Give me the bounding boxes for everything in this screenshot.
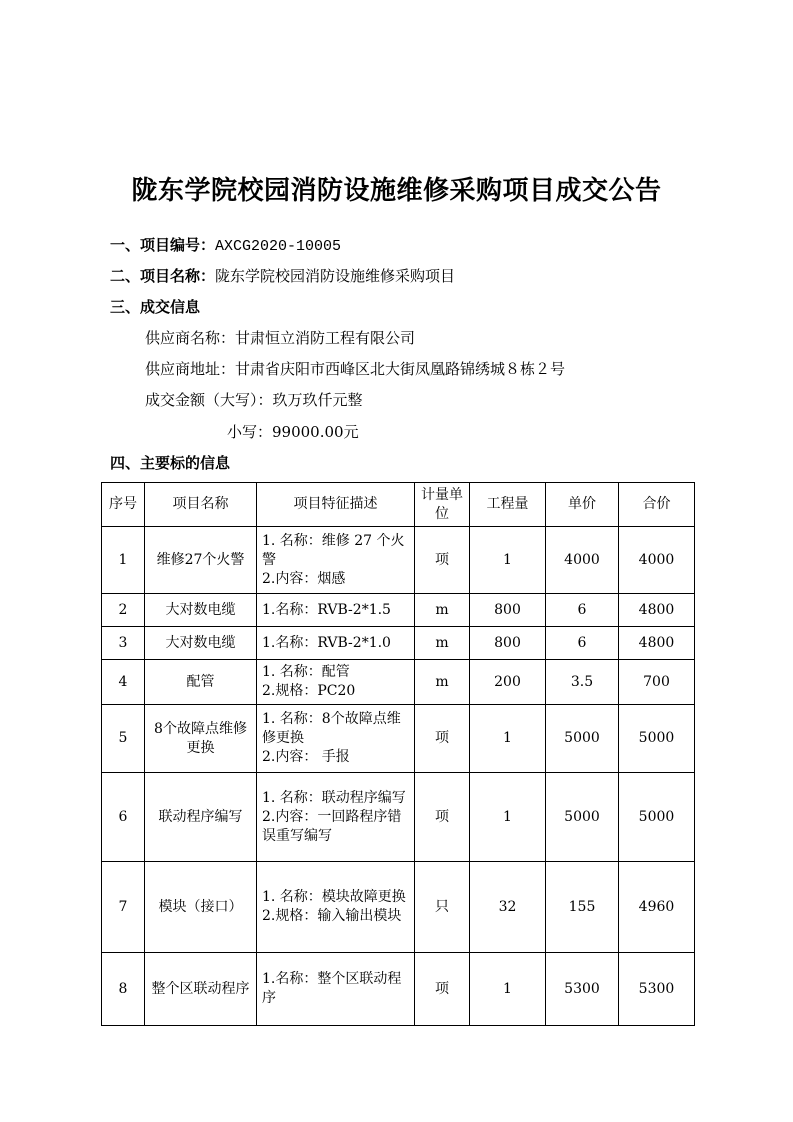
cell-price: 5300 [546,953,619,1026]
desc-line: 1.名称：RVB-2*1.0 [262,634,391,651]
cell-seq: 6 [102,773,145,862]
cell-desc [257,627,415,660]
cell-unit: 项 [415,773,470,862]
cell-seq: 2 [102,594,145,627]
desc-line: 2.规格：PC20 [262,683,356,699]
table-row [102,627,695,660]
main-items-heading [110,452,230,474]
cell-total: 5000 [619,705,695,773]
cell-price: 155 [546,862,619,953]
desc-line: 2.规格：输入输出模块 [262,908,402,924]
cell-qty: 800 [470,627,546,660]
project-name-label: 二、项目名称： [110,267,216,285]
cell-unit: m [415,627,470,660]
cell-price: 3.5 [546,660,619,705]
project-name-line [110,265,455,287]
cell-total: 700 [619,660,695,705]
cell-total: 4960 [619,862,695,953]
header-total: 合价 [619,483,695,527]
deal-info-heading [110,296,200,318]
cell-name: 整个区联动程序 [145,953,257,1026]
cell-name: 8个故障点维修更换 [145,705,257,773]
project-number-value: AXCG2020-10005 [215,238,342,255]
cell-total: 4000 [619,527,695,594]
desc-line: 2.内容：一回路程序错误重写编写 [262,808,402,844]
cell-name: 大对数电缆 [145,627,257,660]
cell-desc [257,705,415,773]
cell-name: 配管 [145,660,257,705]
supplier-address: 供应商地址：甘肃省庆阳市西峰区北大街凤凰路锦绣城８栋２号 [145,360,566,378]
cell-seq: 8 [102,953,145,1026]
cell-desc [257,660,415,705]
cell-total: 5000 [619,773,695,862]
project-number-line [110,234,341,258]
cell-total: 5300 [619,953,695,1026]
cell-seq: 7 [102,862,145,953]
cell-seq: 4 [102,660,145,705]
cell-qty: 1 [470,953,546,1026]
project-name-value: 陇东学院校园消防设施维修采购项目 [215,267,456,285]
cell-qty: 1 [470,527,546,594]
cell-price: 4000 [546,527,619,594]
project-number-label: 一、项目编号： [110,236,216,254]
header-name: 项目名称 [145,483,257,527]
desc-line: 1. 名称：维修 27 个火警 [262,532,405,568]
desc-line: 2.内容：烟感 [262,570,346,587]
cell-price: 5000 [546,705,619,773]
cell-unit: m [415,660,470,705]
cell-unit: 只 [415,862,470,953]
desc-line: 1.名称：整个区联动程序 [262,971,402,1006]
cell-unit: 项 [415,705,470,773]
table-row [102,705,695,773]
desc-line: 1.名称：RVB-2*1.5 [262,601,391,618]
cell-qty: 800 [470,594,546,627]
cell-price: 6 [546,594,619,627]
cell-name: 联动程序编写 [145,773,257,862]
cell-desc [257,953,415,1026]
cell-qty: 1 [470,705,546,773]
table-row [102,660,695,705]
page-title: 陇东学院校园消防设施维修采购项目成交公告 [131,176,662,206]
main-items-label: 四、主要标的信息 [110,454,231,472]
cell-seq: 5 [102,705,145,773]
cell-desc [257,594,415,627]
desc-line: 2.内容： 手报 [262,749,350,765]
table-row [102,953,695,1026]
table-row [102,527,695,594]
table-row [102,862,695,953]
cell-total: 4800 [619,627,695,660]
table-row [102,773,695,862]
cell-seq: 3 [102,627,145,660]
cell-price: 6 [546,627,619,660]
desc-line: 1. 名称：配管 [262,664,350,680]
cell-name: 维修27个火警 [145,527,257,594]
cell-qty: 200 [470,660,546,705]
cell-price: 5000 [546,773,619,862]
cell-qty: 32 [470,862,546,953]
header-price: 单价 [546,483,619,527]
supplier-name: 供应商名称：甘肃恒立消防工程有限公司 [145,329,416,347]
desc-line: 1. 名称：8个故障点维修更换 [262,711,401,746]
header-unit: 计量单位 [415,483,470,527]
cell-seq: 1 [102,527,145,594]
table-row [102,594,695,627]
items-table [101,482,695,1026]
amount-upper: 成交金额（大写）：玖万玖仟元整 [145,391,363,409]
cell-desc [257,773,415,862]
cell-desc [257,527,415,594]
desc-line: 1. 名称：模块故障更换 [262,889,406,905]
cell-name: 模块（接口） [145,862,257,953]
cell-unit: 项 [415,527,470,594]
desc-line: 1. 名称：联动程序编写 [262,789,406,806]
header-seq: 序号 [102,483,145,527]
cell-unit: m [415,594,470,627]
header-desc: 项目特征描述 [257,483,415,527]
amount-lower: 小写：99000.00元 [227,423,359,441]
cell-desc [257,862,415,953]
header-qty: 工程量 [470,483,546,527]
cell-unit: 项 [415,953,470,1026]
cell-total: 4800 [619,594,695,627]
table-header-row [102,483,695,527]
deal-info-label: 三、成交信息 [110,298,201,316]
cell-qty: 1 [470,773,546,862]
cell-name: 大对数电缆 [145,594,257,627]
